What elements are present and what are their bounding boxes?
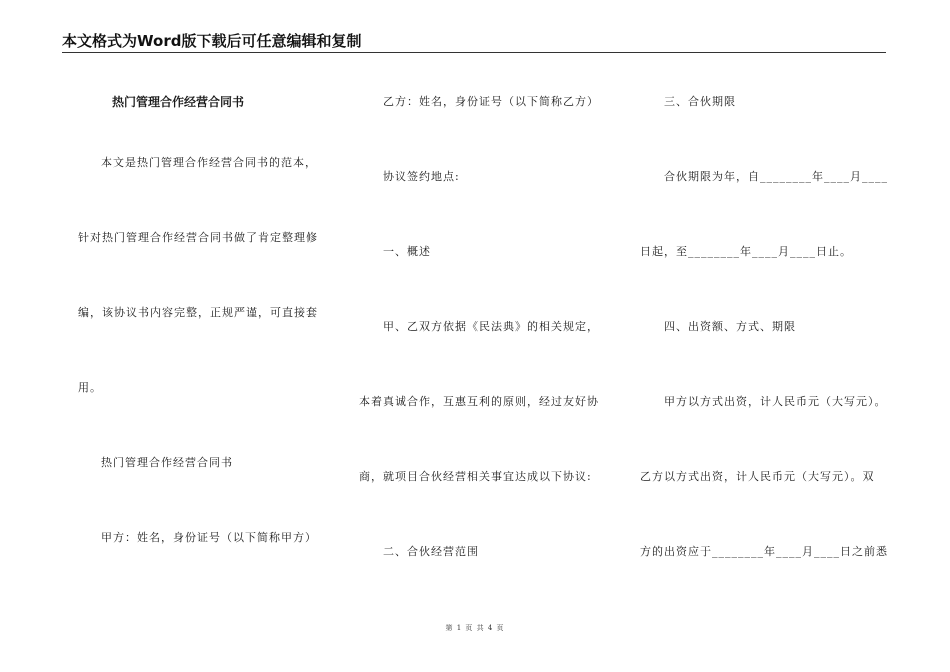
document-banner: 本文格式为Word版下载后可任意编辑和复制	[62, 32, 362, 50]
paragraph-line: 乙方以方式出资，计人民币元（大写元）。双	[640, 470, 875, 483]
section-heading: 四、出资额、方式、期限	[664, 320, 796, 333]
paragraph-line: 用。	[78, 381, 102, 394]
section-heading: 三、合伙期限	[664, 95, 736, 108]
paragraph-line: 本文是热门管理合作经营合同书的范本，	[101, 156, 317, 169]
paragraph-line: 热门管理合作经营合同书	[101, 456, 233, 469]
paragraph-line: 日起，至________年____月____日止。	[640, 245, 852, 258]
paragraph-line: 针对热门管理合作经营合同书做了肯定整理修	[78, 231, 318, 244]
banner-divider	[62, 52, 886, 53]
document-title: 热门管理合作经营合同书	[112, 95, 245, 109]
paragraph-line: 方的出资应于________年____月____日之前悉	[640, 545, 888, 558]
paragraph-line: 甲、乙双方依据《民法典》的相关规定，	[383, 320, 599, 333]
paragraph-line: 甲方以方式出资，计人民币元（大写元）。	[664, 395, 887, 408]
paragraph-line: 协议签约地点:	[383, 170, 460, 183]
paragraph-line: 编，该协议书内容完整，正规严谨，可直接套	[78, 306, 318, 319]
paragraph-line: 合伙期限为年，自________年____月____	[664, 170, 888, 183]
page-number: 第 1 页 共 4 页	[445, 624, 505, 632]
paragraph-line: 乙方：姓名，身份证号（以下简称乙方）	[383, 95, 599, 108]
paragraph-line: 甲方：姓名，身份证号（以下简称甲方）	[101, 531, 317, 544]
paragraph-line: 本着真诚合作，互惠互利的原则，经过友好协	[359, 395, 599, 408]
paragraph-line: 商，就项目合伙经营相关事宜达成以下协议:	[359, 470, 592, 483]
section-heading: 二、合伙经营范围	[383, 545, 479, 558]
section-heading: 一、概述	[383, 245, 431, 258]
